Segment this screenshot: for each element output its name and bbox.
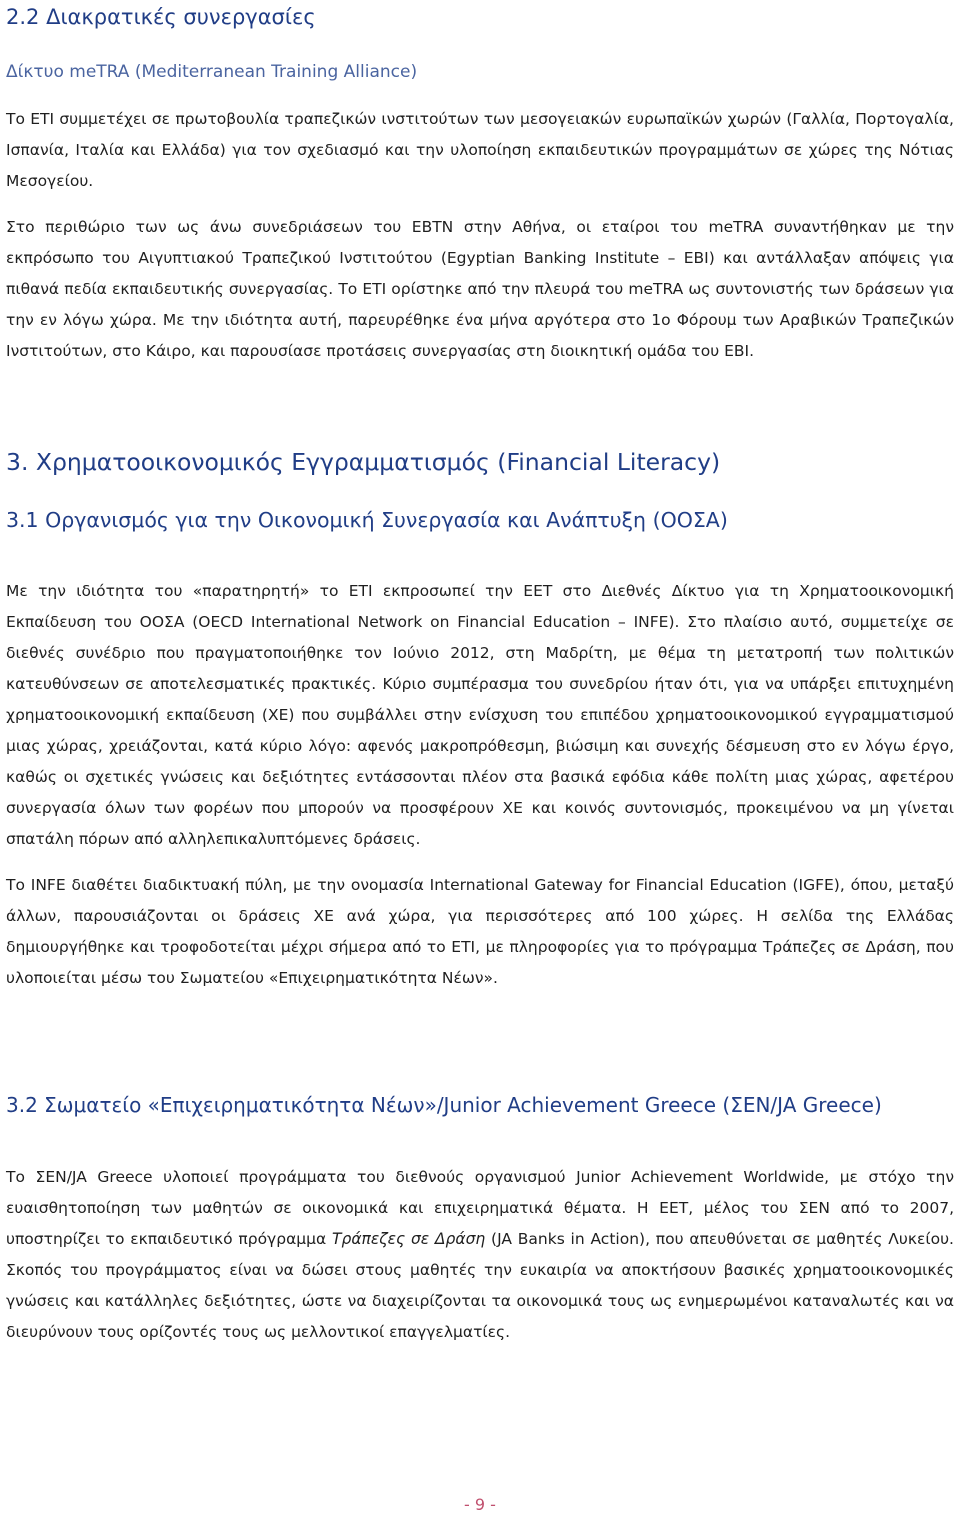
- program-name-italic: Τράπεζες σε Δράση: [332, 1229, 486, 1248]
- section-3-2-body: [6, 1146, 954, 1363]
- section-3-heading: 3. Χρηματοοικονομικός Εγγραμματισμός (Financial Literacy): [6, 448, 721, 476]
- paragraph-text: (JA Banks in Action), που απευθύνεται σε μαθητές Λυκείου. Σκοπός του προγράμματος είναι να δώσει στους μαθητές την ευκαιρία να αποκτήσουν βασικές χρηματοοικονομικές γνώσεις και κατάλληλες δεξιότητες, ώστε να διαχειρίζονται τα οικονομικά τους ως ενημερωμένοι καταναλωτές και να διευρύνουν τους ορίζοντές τους ως μελλοντικοί επαγγελματίες.: [6, 1229, 954, 1341]
- section-3-1-body: [6, 560, 954, 1010]
- paragraph: Το INFE διαθέτει διαδικτυακή πύλη, με την ονομασία International Gateway for Financial Education (IGFE), όπου, μεταξύ άλλων, παρουσιάζονται οι δράσεις ΧΕ ανά χώρα, για περισσότερες από 100 χώρες. Η σελίδα της Ελλάδας δημιουργήθηκε και τροφοδοτείται μέχρι σήμερα από το ΕΤΙ, με πληροφορίες για το πρόγραμμα Τράπεζες σε Δράση, που υλοποιείται μέσω του Σωματείου «Επιχειρηματικότητα Νέων».: [6, 876, 954, 987]
- paragraph-text: Το ΣΕΝ/JA Greece υλοποιεί προγράμματα του διεθνούς οργανισμού Junior Achievement Worldwide, με στόχο την ευαισθητοποίηση των μαθητών σε οικονομικά και επιχειρηματικά θέματα. Η ΕΕΤ, μέλος του ΣΕΝ από το 2007, υποστηρίζει το εκπαιδευτικό πρόγραμμα: [6, 1167, 954, 1248]
- paragraph: [6, 1162, 954, 1348]
- section-3-2-heading: 3.2 Σωματείο «Επιχειρηματικότητα Νέων»/Junior Achievement Greece (ΣΕΝ/JA Greece): [6, 1093, 882, 1117]
- section-2-2-body: [6, 88, 954, 383]
- paragraph: Με την ιδιότητα του «παρατηρητή» το ΕΤΙ εκπροσωπεί την ΕΕΤ στο Διεθνές Δίκτυο για τη Χρηματοοικονομική Εκπαίδευση του ΟΟΣΑ (OECD International Network on Financial Education – INFE). Στο πλαίσιο αυτό, συμμετείχε σε διεθνές συνέδριο που πραγματοποιήθηκε τον Ιούνιο 2012, στη Μαδρίτη, με θέμα τη μετατροπή των πολιτικών κατευθύνσεων σε αποτελεσματικές πρακτικές. Κύριο συμπέρασμα του συνεδρίου ήταν ότι, για να υπάρξει επιτυχημένη χρηματοοικονομική εκπαίδευση (ΧΕ) που συμβάλλει στην ενίσχυση του επιπέδου χρηματοοικονομικού εγγραμματισμού μιας χώρας, χρειάζονται, κατά κύριο λόγο: αφενός μακροπρόθεσμη, βιώσιμη και συνεχής δέσμευση στο εν λόγω έργο, καθώς οι σχετικές γνώσεις και δεξιότητες εντάσσονται πλέον στα βασικά εφόδια κάθε πολίτη μιας χώρας, αφετέρου συνεργασία όλων των φορέων που μπορούν να προσφέρουν ΧΕ και κοινός συντονισμός, προκειμένου να μη γίνεται σπατάλη πόρων από αλληλεπικαλυπτόμενες δράσεις.: [6, 581, 954, 848]
- section-3-1-heading: 3.1 Οργανισμός για την Οικονομική Συνεργασία και Ανάπτυξη (ΟΟΣΑ): [6, 508, 728, 532]
- paragraph: Στο περιθώριο των ως άνω συνεδριάσεων του EBTN στην Αθήνα, οι εταίροι του meTRA συναντήθηκαν με την εκπρόσωπο του Αιγυπτιακού Τραπεζικού Ινστιτούτου (Egyptian Banking Institute – EBI) και αντάλλαξαν απόψεις για πιθανά πεδία εκπαιδευτικής συνεργασίας. Το ΕΤΙ ορίστηκε από την πλευρά του meTRA ως συντονιστής των δράσεων για την εν λόγω χώρα. Με την ιδιότητα αυτή, παρευρέθηκε ένα μήνα αργότερα στο 1ο Φόρουμ των Αραβικών Τραπεζικών Ινστιτούτων, στο Κάιρο, και παρουσίασε προτάσεις συνεργασίας στη διοικητική ομάδα του EBI.: [6, 218, 954, 360]
- section-2-2-subheading: Δίκτυο meTRA (Mediterranean Training Alliance): [6, 62, 418, 82]
- section-2-2-heading: 2.2 Διακρατικές συνεργασίες: [6, 5, 316, 29]
- paragraph: Το ΕΤΙ συμμετέχει σε πρωτοβουλία τραπεζικών ινστιτούτων των μεσογειακών ευρωπαϊκών χωρών (Γαλλία, Πορτογαλία, Ισπανία, Ιταλία και Ελλάδα) για τον σχεδιασμό και την υλοποίηση εκπαιδευτικών προγραμμάτων σε χώρες της Νότιας Μεσογείου.: [6, 109, 954, 190]
- page-number: - 9 -: [464, 1495, 496, 1514]
